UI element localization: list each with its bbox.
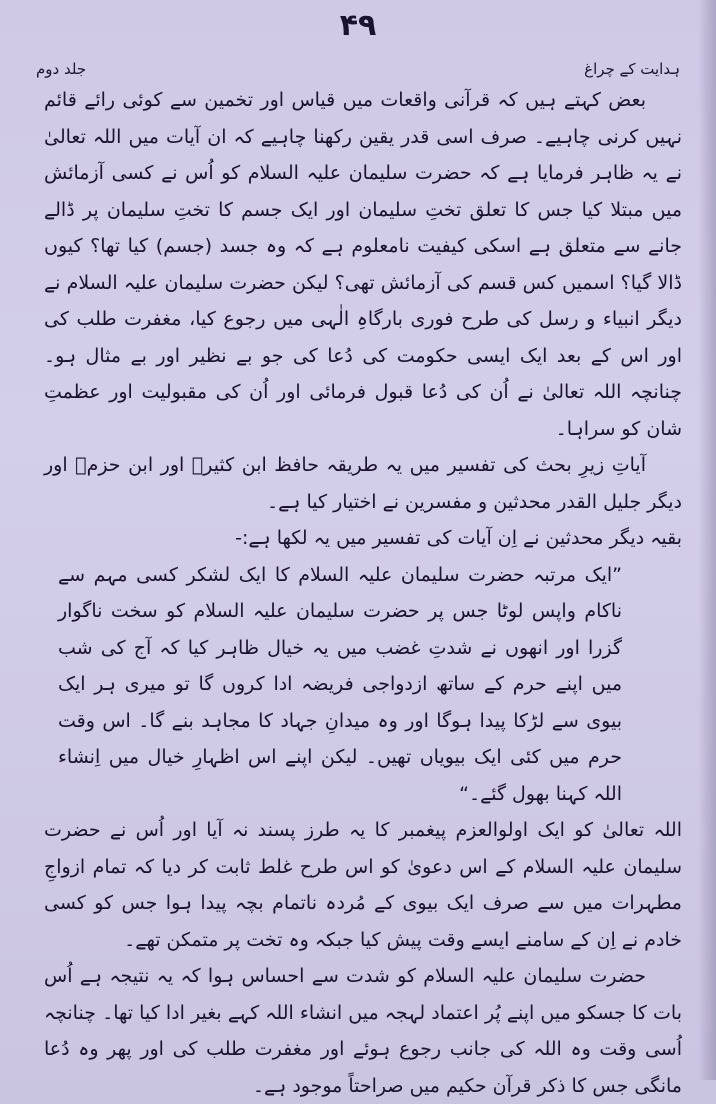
quotation-block: ”ایک مرتبہ حضرت سلیمان علیہ السلام کا ایک لشکر کسی مہم سے ناکام واپس لوٹا جس پر حضرت سلیمان علیہ السلام کو سخت ناگوار گزرا اور انھوں نے شدتِ غضب میں یہ خیال ظاہر کیا کہ آج کی شب میں اپنے حرم کے ساتھ ازدواجی فریضہ ادا کروں گا تو میری ہر ایک بیوی سے لڑکا پیدا ہوگا اور وہ میدانِ جہاد کا مجاہد بنے گا۔ اس وقت حرم میں کئی ایک بیویاں تھیں۔ لیکن اپنے اس اظہارِ خیال میں اِنشاء اللہ کہنا بھول گئے۔“ (58, 563, 622, 805)
page-body (44, 82, 682, 1104)
page-edge-shadow (698, 0, 716, 1080)
paragraph: آیاتِ زیرِ بحث کی تفسیر میں یہ طریقہ حافظ ابن کثیرؒ اور ابن حزمؒ اور دیگر جلیل القدر محدثین و مفسرین نے اختیار کیا ہے۔ (44, 454, 682, 513)
volume-label: جلد دوم (36, 60, 87, 78)
paragraph: بقیہ دیگر محدثین نے اِن آیات کی تفسیر میں یہ لکھا ہے:- (235, 527, 682, 549)
running-header (36, 60, 680, 78)
book-title: ہدایت کے چراغ (584, 60, 680, 78)
paragraph: اللہ تعالیٰ کو ایک اولوالعزم پیغمبر کا یہ طرز پسند نہ آیا اور اُس نے حضرت سلیمان علیہ السلام کے اس دعویٰ کو اس طرح غلط ثابت کر دیا کہ تمام ازواجِ مطہرات میں سے صرف ایک بیوی کے مُردہ ناتمام بچہ پیدا ہوا جس کو کسی خادم نے اِن کے سامنے ایسے وقت پیش کیا جبکہ وہ تخت پر متمکن تھے۔ (44, 819, 682, 951)
page-number: ۴۹ (339, 8, 377, 43)
paragraph: بعض کہتے ہیں کہ قرآنی واقعات میں قیاس اور تخمین سے کوئی رائے قائم نہیں کرنی چاہیے۔ صرف اسی قدر یقین رکھنا چاہیے کہ ان آیات میں اللہ تعالیٰ نے یہ ظاہر فرمایا ہے کہ حضرت سلیمان علیہ السلام کو اُس نے کسی آزمائش میں مبتلا کیا جس کا تعلق تختِ سلیمان اور ایک جسم کا تختِ سلیمان پر ڈالے جانے سے متعلق ہے اسکی کیفیت نامعلوم ہے کہ وہ جسد (جسم) کیا تھا؟ کیوں ڈالا گیا؟ اسمیں کس قسم کی آزمائش تھی؟ لیکن حضرت سلیمان علیہ السلام نے دیگر انبیاء و رسل کی طرح فوری بارگاہِ الٰہی میں رجوع کیا، مغفرت طلب کی اور اس کے بعد ایک ایسی حکومت کی دُعا کی جو بے نظیر اور بے مثال ہو۔ چنانچہ اللہ تعالیٰ نے اُن کی دُعا قبول فرمائی اور اُن کی مقبولیت اور عظمتِ شان کو سراہا۔ (44, 89, 682, 440)
paragraph: حضرت سلیمان علیہ السلام کو شدت سے احساس ہوا کہ یہ نتیجہ ہے اُس بات کا جسکو میں اپنے پُر اعتماد لہجہ میں انشاء اللہ کہے بغیر ادا کیا تھا۔ چنانچہ اُسی وقت وہ اللہ کی جانب رجوع ہوئے اور مغفرت طلب کی اور پھر وہ دُعا مانگی جس کا ذکر قرآن حکیم میں صراحتاً موجود ہے۔ (44, 965, 682, 1097)
